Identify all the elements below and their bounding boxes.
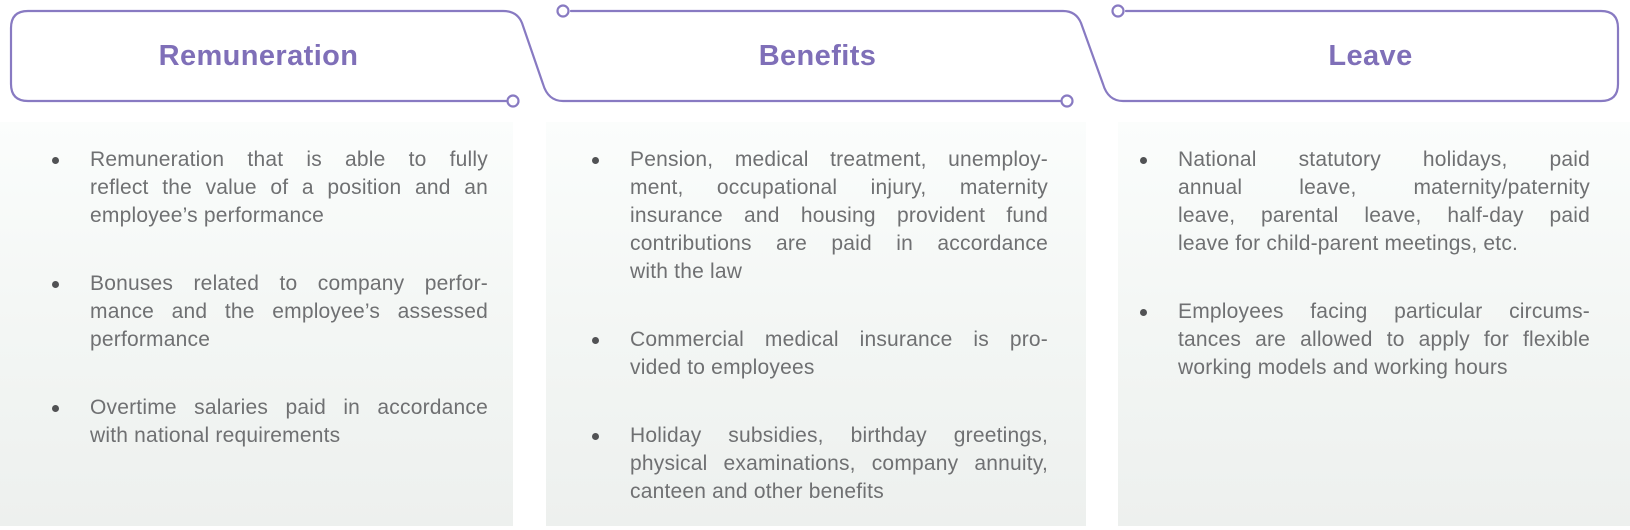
bullet-list-benefits [592,146,1048,530]
bullet-dot-icon [592,433,599,440]
bullet-marker [592,146,630,164]
bullet-text [630,146,1048,286]
bullet-text-line: performance [90,328,211,351]
bullet-dot-icon [52,405,59,412]
bullet-dot-icon [1140,309,1147,316]
bullet-text [90,146,488,230]
bullet-text-line: insurance and housing provident fund [630,204,1048,227]
bullet-dot-icon [52,281,59,288]
bullet-text-line: annual leave, maternity/paternity [1178,176,1590,199]
tab-title-benefits: Benefits [758,39,877,72]
bullet-text [1178,298,1590,382]
bullet-dot-icon [52,157,59,164]
bullet-text-line: Pension, medical treatment, unemploy- [630,148,1048,171]
bullet-text-line: reflect the value of a position and an [90,176,488,199]
bullet-item [52,394,488,450]
bullet-text-line: mance and the employee’s assessed [90,300,488,323]
bullet-text-line: working models and working hours [1178,356,1508,379]
bullet-item [1140,298,1590,382]
bullet-text-line: Remuneration that is able to fully [90,148,488,171]
bullet-dot-icon [592,337,599,344]
bullet-text-line: tances are allowed to apply for flexible [1178,328,1590,351]
bullet-marker [52,146,90,164]
tab-title-remuneration: Remuneration [158,39,359,72]
bullet-text-line: leave, parental leave, half-day paid [1178,204,1590,227]
bullet-marker [592,326,630,344]
bullet-text-line: Commercial medical insurance is pro- [630,328,1048,351]
bullet-text-line: with the law [630,260,743,283]
tab-title-leave: Leave [1328,39,1413,72]
connector-circle [1113,6,1124,17]
bullet-text-line: leave for child-parent meetings, etc. [1178,232,1519,255]
bullet-text [90,270,488,354]
bullet-list-leave [1140,146,1590,422]
bullet-text [1178,146,1590,258]
connector-circle [508,96,519,107]
bullet-marker [1140,146,1178,164]
bullet-marker [52,270,90,288]
bullet-text-line: physical examinations, company annuity, [630,452,1048,475]
bullet-text-line: contributions are paid in accordance [630,232,1048,255]
bullet-text-line: ment, occupational injury, maternity [630,176,1048,199]
bullet-text-line: Employees facing particular circums- [1178,300,1590,323]
bullet-text-line: vided to employees [630,356,815,379]
bullet-text-line: Bonuses related to company perfor- [90,272,488,295]
bullet-dot-icon [592,157,599,164]
bullet-text-line: canteen and other benefits [630,480,884,503]
bullet-dot-icon [1140,157,1147,164]
bullet-text-line: Overtime salaries paid in accordance [90,396,488,419]
bullet-text [630,422,1048,506]
bullet-item [592,146,1048,286]
bullet-item [52,146,488,230]
bullet-text-line: employee’s performance [90,204,324,227]
bullet-text-line: with national requirements [90,424,341,447]
bullet-item [592,326,1048,382]
bullet-text-line: Holiday subsidies, birthday greetings, [630,424,1048,447]
bullet-text-line: National statutory holidays, paid [1178,148,1590,171]
bullet-text [630,326,1048,382]
bullet-marker [1140,298,1178,316]
bullet-item [52,270,488,354]
bullet-item [1140,146,1590,258]
bullet-list-remuneration [52,146,488,490]
bullet-marker [592,422,630,440]
bullet-text [90,394,488,450]
bullet-item [592,422,1048,506]
bullet-marker [52,394,90,412]
